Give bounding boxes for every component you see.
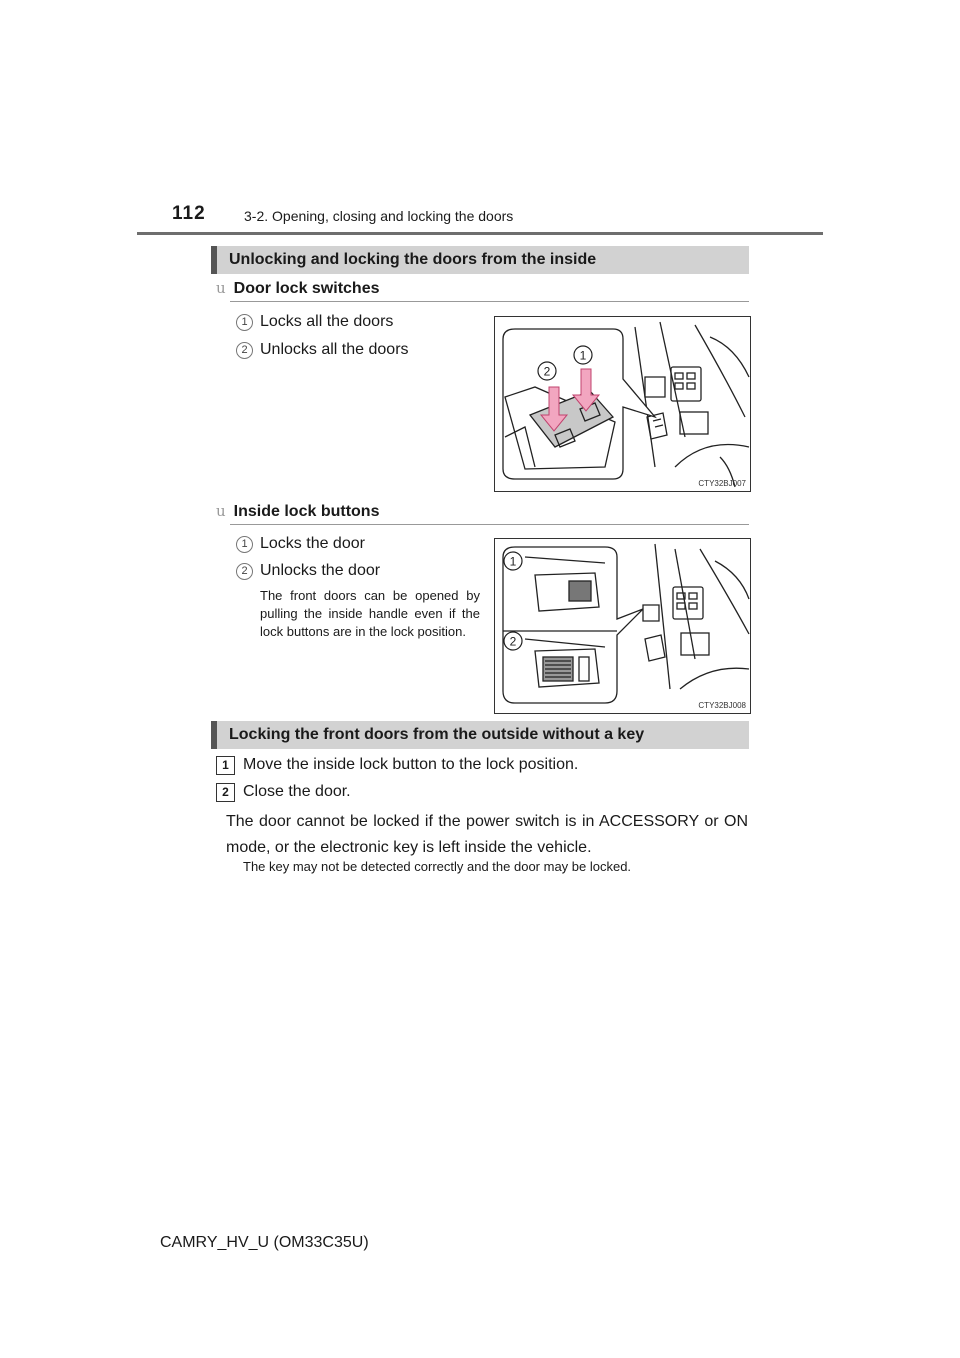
bullet-icon: u (216, 502, 226, 520)
paragraph-door-cannot-lock: The door cannot be locked if the power switch is in ACCESSORY or ON mode, or the electronic key is left inside the vehicle. (226, 813, 748, 856)
step-number-1: 1 (216, 756, 235, 775)
inside-lock-button-illustration (495, 539, 750, 713)
figure-code: CTY32BJ008 (698, 701, 746, 710)
page-number: 112 (172, 203, 206, 224)
item-number-2: 2 (236, 342, 253, 359)
item-number-2: 2 (236, 563, 253, 580)
item-text-locks-door: Locks the door (260, 535, 365, 552)
callout-1: 1 (579, 348, 587, 363)
section-header-title: 3-2. Opening, closing and locking the doors (244, 208, 514, 224)
step-number-2: 2 (216, 783, 235, 802)
figure-code: CTY32BJ007 (698, 479, 746, 488)
item-text-unlocks-door: Unlocks the door (260, 562, 381, 579)
subheading-divider (230, 524, 749, 525)
item-text-unlocks-all: Unlocks all the doors (260, 341, 409, 358)
footer-model-code: CAMRY_HV_U (OM33C35U) (160, 1234, 369, 1251)
subheading-text: Door lock switches (233, 280, 380, 297)
subheading-door-lock-switches (216, 279, 380, 298)
note-key-detection: The key may not be detected correctly and the door may be locked. (243, 859, 632, 874)
item-number-1: 1 (236, 536, 253, 553)
door-lock-switch-illustration (495, 317, 750, 491)
section-title-unlocking-locking: Unlocking and locking the doors from the inside (211, 246, 749, 274)
subheading-inside-lock-buttons (216, 502, 379, 521)
step-text-close-door: Close the door. (243, 783, 351, 800)
item-number-1: 1 (236, 314, 253, 331)
note-front-doors: The front doors can be opened by pulling the inside handle even if the lock buttons are in the lock position. (260, 588, 480, 639)
item-text-locks-all: Locks all the doors (260, 313, 394, 330)
section-title-locking-front-doors: Locking the front doors from the outside without a key (211, 721, 749, 749)
figure-inside-lock-buttons (494, 538, 751, 714)
step-text-move-lock: Move the inside lock button to the lock position. (243, 756, 579, 773)
callout-2: 2 (543, 364, 551, 379)
figure-door-lock-switches (494, 316, 751, 492)
callout-2: 2 (509, 634, 517, 649)
subheading-divider (230, 301, 749, 302)
header-divider (137, 232, 823, 235)
subheading-text: Inside lock buttons (233, 503, 380, 520)
callout-1: 1 (509, 554, 517, 569)
bullet-icon: u (216, 279, 226, 297)
